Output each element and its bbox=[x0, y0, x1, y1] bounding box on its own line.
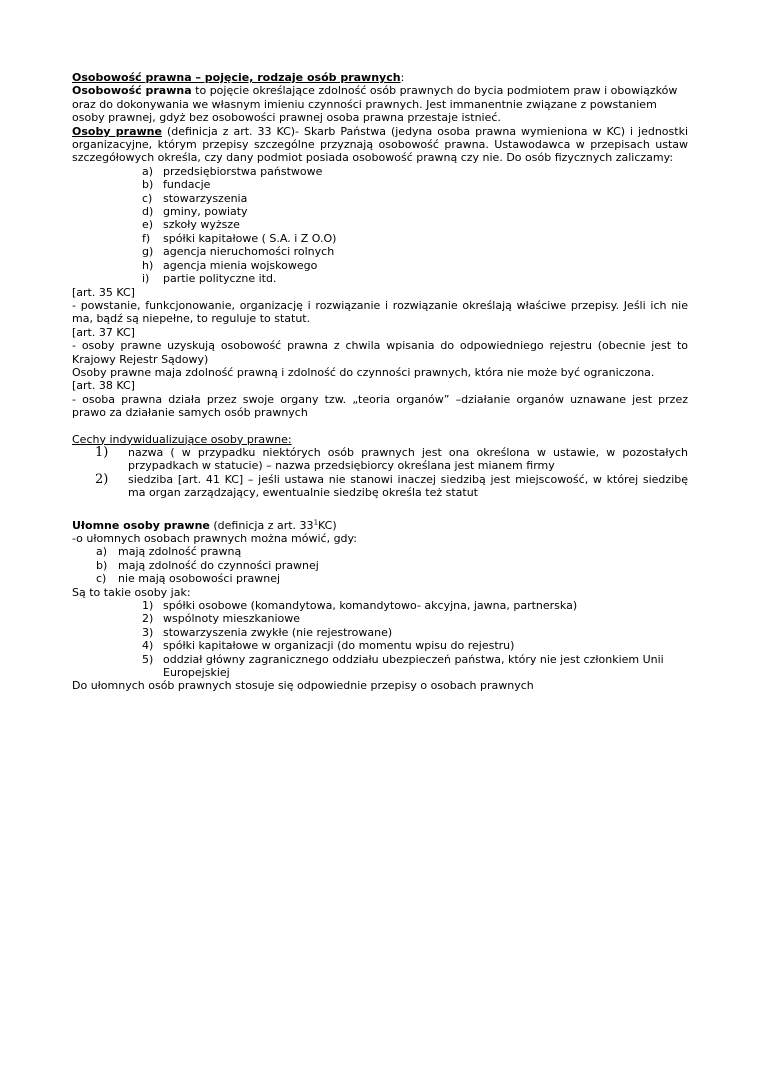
list-item: c) nie mają osobowości prawnej bbox=[96, 572, 281, 586]
art-38-text: - osoba prawna działa przez swoje organy tzw. „teoria organów” –działanie organów uznawane jest przez prawo za działanie samych osób prawnych bbox=[72, 392, 688, 420]
list-item: 2) wspólnoty mieszkaniowe bbox=[142, 612, 301, 626]
list-item: c) stowarzyszenia bbox=[142, 191, 248, 205]
list-item: a) mają zdolność prawną bbox=[96, 545, 242, 559]
definition-osobowosc: Osobowość prawna to pojęcie określające zdolność osób prawnych do bycia podmiotem praw i obowiązków oraz do dokonywania we własnym imieniu czynności prawnych. Jest immanentnie związane z powstaniem osoby prawnej, gdyż bez osobowości prawnej osoba prawna przestaje istnieć. bbox=[72, 84, 678, 125]
list-item: e) szkoły wyższe bbox=[142, 218, 240, 232]
list-item: 5) oddział główny zagranicznego oddziału ubezpieczeń państwa, który nie jest członkiem Unii Europejskiej bbox=[142, 652, 664, 680]
osoby-prawne-list bbox=[72, 165, 688, 286]
section-heading: Osobowość prawna – pojęcie, rodzaje osób prawnych: bbox=[72, 71, 405, 84]
art-37-text: - osoby prawne uzyskują osobowość prawna z chwila wpisania do odpowiedniego rejestru (obecnie jest to Krajowy Rejestr Sądowy) bbox=[72, 339, 688, 366]
art-38-ref: [art. 38 KC] bbox=[72, 379, 135, 393]
list-item: 2) siedziba [art. 41 KC] – jeśli ustawa nie stanowi inaczej siedzibą jest miejscowość, w której siedzibę ma organ zarządzający, ewentualnie siedzibę określa też statut bbox=[95, 471, 688, 500]
list-item: 1) nazwa ( w przypadku niektórych osób prawnych jest ona określona w ustawie, w pozostałych przypadkach w statucie) – nazwa przedsiębiorcy określana jest mianem firmy bbox=[95, 444, 688, 473]
definition-osoby-prawne: Osoby prawne (definicja z art. 33 KC)- Skarb Państwa (jedyna osoba prawna wymieniona w KC) i jednostki organizacyjne, którym przepisy szczególne przyznają osobowość prawna. Ustawodawca w przepisach ustaw szczegółowych określa, czy dany podmiot posiada osobowość prawną czy nie. Do osób fizycznych zaliczamy: bbox=[72, 124, 689, 165]
list-item: 1) spółki osobowe (komandytowa, komandytowo- akcyjna, jawna, partnerska) bbox=[142, 599, 578, 613]
document-page bbox=[72, 71, 688, 693]
list-item: d) gminy, powiaty bbox=[142, 205, 248, 219]
ulomne-closing: Do ułomnych osób prawnych stosuje się odpowiednie przepisy o osobach prawnych bbox=[72, 679, 534, 693]
ulomne-examples-intro: Są to takie osoby jak: bbox=[72, 585, 191, 599]
art-37-extra: Osoby prawne maja zdolność prawną i zdolność do czynności prawnych, która nie może być ograniczona. bbox=[72, 365, 655, 379]
ulomne-definition: Ułomne osoby prawne (definicja z art. $33^1KC$) bbox=[72, 517, 337, 532]
cechy-heading: Cechy indywidualizujące osoby prawne: bbox=[72, 432, 292, 446]
ulomne-examples bbox=[72, 599, 688, 679]
list-item: g) agencja nieruchomości rolnych bbox=[142, 245, 335, 259]
art-35-text: - powstanie, funkcjonowanie, organizację i rozwiązanie i rozwiązanie określają właściwe przepisy. Jeśli ich nie ma, bądź są niepełne, to reguluje to statut. bbox=[72, 298, 688, 326]
list-item: b) fundacje bbox=[142, 178, 211, 192]
ulomne-conditions bbox=[72, 545, 688, 585]
art-37-ref: [art. 37 KC] bbox=[72, 325, 135, 339]
art-35-ref: [art. 35 KC] bbox=[72, 285, 135, 299]
list-item: i) partie polityczne itd. bbox=[142, 272, 277, 286]
list-item: h) agencja mienia wojskowego bbox=[142, 258, 318, 272]
list-item: f) spółki kapitałowe ( S.A. i Z O.O) bbox=[142, 231, 337, 245]
list-item: b) mają zdolność do czynności prawnej bbox=[96, 558, 319, 572]
list-item: 4) spółki kapitałowe w organizacji (do momentu wpisu do rejestru) bbox=[142, 639, 515, 653]
ulomne-intro: -o ułomnych osobach prawnych można mówić, gdy: bbox=[72, 532, 357, 545]
list-item: a) przedsiębiorstwa państwowe bbox=[142, 164, 323, 178]
list-item: 3) stowarzyszenia zwykłe (nie rejestrowane) bbox=[142, 625, 393, 639]
